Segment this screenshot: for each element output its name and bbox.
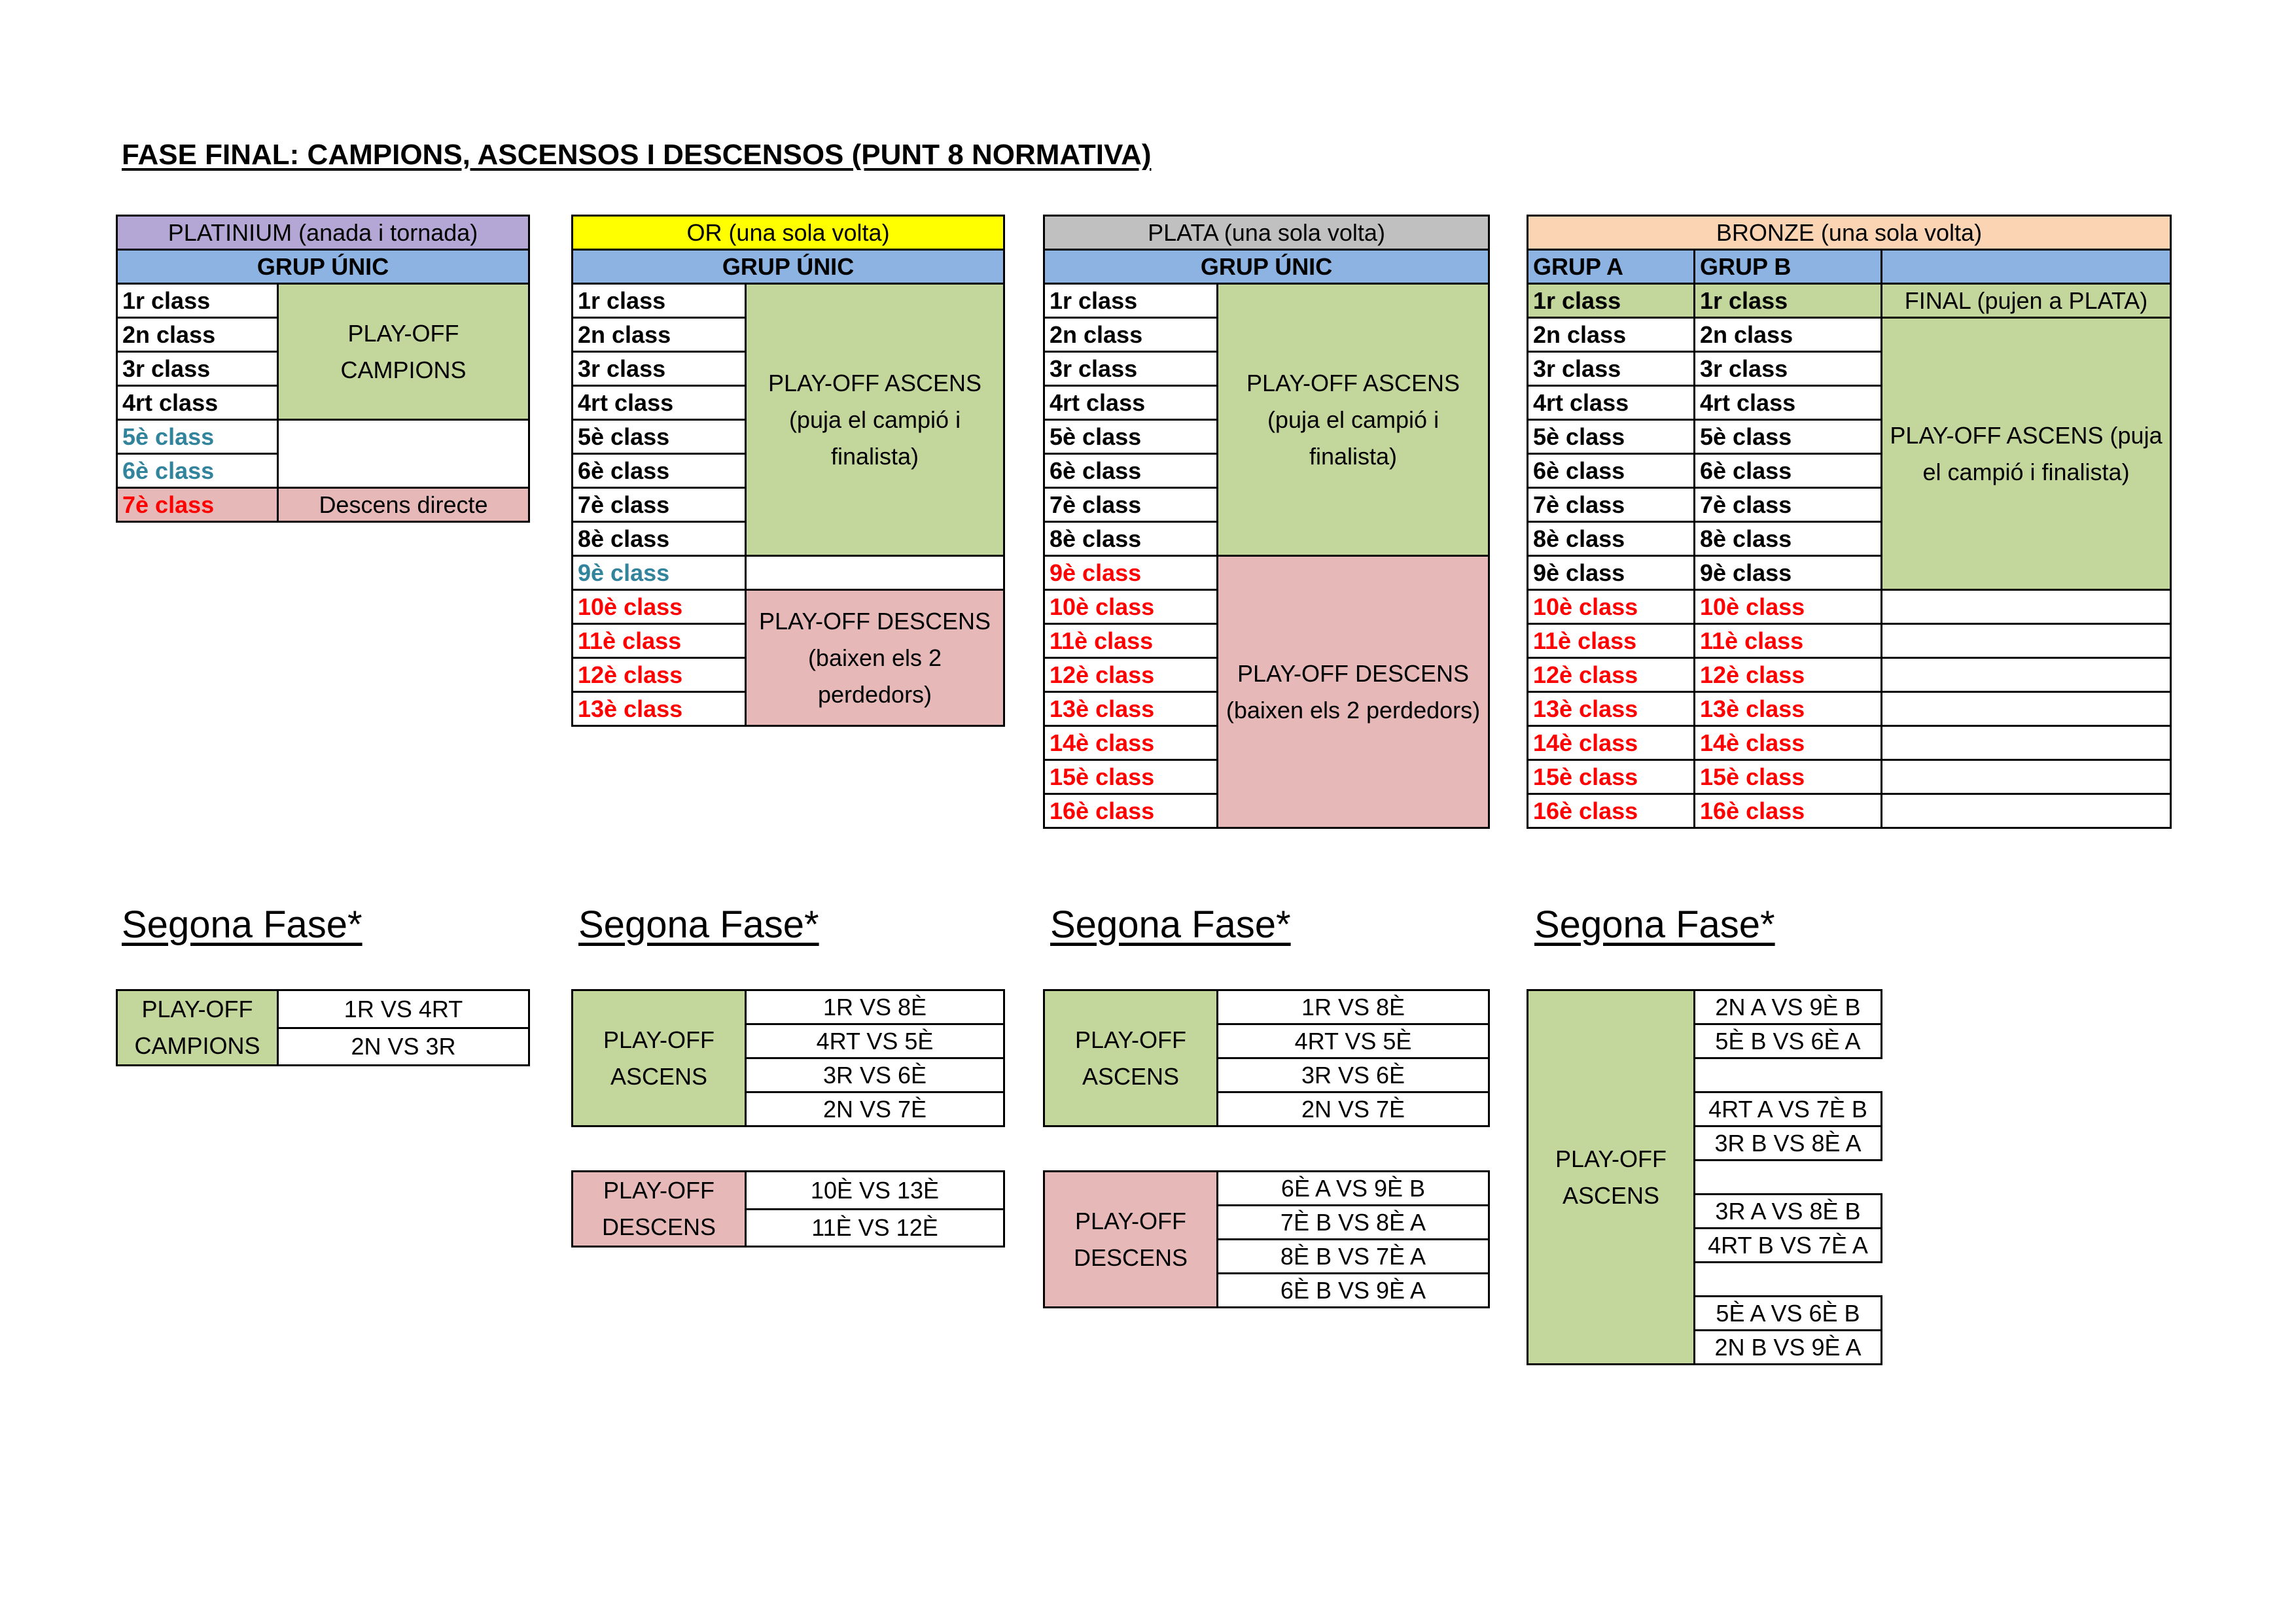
match-cell: 1R VS 8È [1218,990,1489,1024]
class-row: 6è class [117,454,278,488]
class-row-a: 3r class [1528,352,1695,386]
match-cell: 3R A VS 8È B [1695,1195,1882,1229]
class-row-b: 11è class [1695,624,1882,658]
class-row-a: 15è class [1528,760,1695,794]
match-cell: 3R VS 6È [746,1058,1004,1092]
plata-descens-cell: PLAY-OFF DESCENS (baixen els 2 perdedors) [1218,556,1489,828]
class-row-b: 2n class [1695,318,1882,352]
class-row: 6è class [1044,454,1218,488]
bronze-group-b: GRUP B [1695,250,1882,284]
class-row-b: 5è class [1695,420,1882,454]
or-table [571,215,1005,727]
plata-phase2-ascens-table [1043,989,1490,1127]
class-row-a: 9è class [1528,556,1695,590]
class-row-a: 14è class [1528,726,1695,760]
page-title: FASE FINAL: CAMPIONS, ASCENSOS I DESCENSOS (PUNT 8 NORMATIVA) [122,139,1152,171]
match-cell: 6È B VS 9È A [1218,1274,1489,1308]
class-row: 3r class [1044,352,1218,386]
match-cell: 8È B VS 7È A [1218,1240,1489,1274]
class-row: 8è class [1044,522,1218,556]
match-cell: 6È A VS 9È B [1218,1172,1489,1206]
class-row: 9è class [573,556,746,590]
class-row: 3r class [573,352,746,386]
spacer-cell [1695,1058,1882,1092]
empty-cell [1882,590,2171,624]
class-row: 2n class [1044,318,1218,352]
class-row: 16è class [1044,794,1218,828]
bronze-final-cell: FINAL (pujen a PLATA) [1882,284,2171,318]
class-row-a: 10è class [1528,590,1695,624]
class-row: 7è class [117,488,278,522]
class-row-a: 6è class [1528,454,1695,488]
segona-fase-heading: Segona Fase* [578,903,819,946]
class-row-a: 2n class [1528,318,1695,352]
match-cell: 7È B VS 8È A [1218,1206,1489,1240]
class-row-a: 12è class [1528,658,1695,692]
class-row-a: 11è class [1528,624,1695,658]
class-row-a: 8è class [1528,522,1695,556]
class-row: 6è class [573,454,746,488]
class-row-a: 5è class [1528,420,1695,454]
match-cell: 4RT A VS 7È B [1695,1092,1882,1126]
class-row: 4rt class [573,386,746,420]
class-row: 7è class [573,488,746,522]
match-cell: 1R VS 4RT [278,990,529,1028]
class-row: 5è class [1044,420,1218,454]
match-cell: 11È VS 12È [746,1209,1004,1247]
or-phase2-ascens-table [571,989,1005,1127]
match-cell: 2N VS 7È [1218,1092,1489,1126]
empty-cell [1882,726,2171,760]
class-row: 5è class [573,420,746,454]
match-cell: 1R VS 8È [746,990,1004,1024]
spacer-cell [1695,1161,1882,1195]
class-row-a: 4rt class [1528,386,1695,420]
match-cell: 5È A VS 6È B [1695,1297,1882,1331]
match-cell: 3R VS 6È [1218,1058,1489,1092]
class-row: 9è class [1044,556,1218,590]
plata-phase2-descens-table [1043,1170,1490,1308]
or-descens-cell: PLAY-OFF DESCENS (baixen els 2 perdedors) [746,590,1004,726]
bronze-table [1527,215,2172,829]
empty-cell [1882,250,2171,284]
platinium-phase2-table [116,989,530,1066]
match-cell: 4RT VS 5È [746,1024,1004,1058]
class-row: 12è class [1044,658,1218,692]
class-row-b: 8è class [1695,522,1882,556]
empty-cell [1882,760,2171,794]
or-ascens-cell: PLAY-OFF ASCENS (puja el campió i finalista) [746,284,1004,556]
class-row: 5è class [117,420,278,454]
class-row: 2n class [573,318,746,352]
class-row-b: 10è class [1695,590,1882,624]
platinium-header: PLATINIUM (anada i tornada) [117,216,529,250]
empty-cell [1882,692,2171,726]
class-row: 15è class [1044,760,1218,794]
class-row-b: 14è class [1695,726,1882,760]
class-row: 1r class [573,284,746,318]
class-row-a: 13è class [1528,692,1695,726]
segona-fase-heading: Segona Fase* [1050,903,1291,946]
phase2-label: PLAY-OFF CAMPIONS [117,990,278,1066]
platinium-descens-cell: Descens directe [278,488,529,522]
match-cell: 5È B VS 6È A [1695,1024,1882,1058]
segona-fase-heading: Segona Fase* [122,903,362,946]
class-row-a: 16è class [1528,794,1695,828]
bronze-ascens-cell: PLAY-OFF ASCENS (puja el campió i finalista) [1882,318,2171,590]
class-row: 13è class [573,692,746,726]
phase2-label: PLAY-OFF ASCENS [1528,990,1695,1365]
or-group: GRUP ÚNIC [573,250,1004,284]
class-row: 7è class [1044,488,1218,522]
class-row: 11è class [573,624,746,658]
platinium-table [116,215,530,523]
class-row: 1r class [1044,284,1218,318]
match-cell: 3R B VS 8È A [1695,1126,1882,1161]
phase2-label: PLAY-OFF ASCENS [573,990,746,1126]
empty-cell [1882,794,2171,828]
platinium-playoff-cell: PLAY-OFF CAMPIONS [278,284,529,420]
match-cell: 2N A VS 9È B [1695,990,1882,1024]
class-row: 3r class [117,352,278,386]
plata-ascens-cell: PLAY-OFF ASCENS (puja el campió i finalista) [1218,284,1489,556]
class-row: 14è class [1044,726,1218,760]
class-row-b: 7è class [1695,488,1882,522]
phase2-label: PLAY-OFF DESCENS [1044,1172,1218,1308]
bronze-group-a: GRUP A [1528,250,1695,284]
class-row: 8è class [573,522,746,556]
phase2-label: PLAY-OFF DESCENS [573,1172,746,1247]
or-header: OR (una sola volta) [573,216,1004,250]
empty-cell [746,556,1004,590]
class-row: 11è class [1044,624,1218,658]
class-row-a: 1r class [1528,284,1695,318]
class-row-b: 9è class [1695,556,1882,590]
class-row: 10è class [1044,590,1218,624]
match-cell: 10È VS 13È [746,1172,1004,1210]
class-row: 4rt class [117,386,278,420]
match-cell: 2N B VS 9È A [1695,1331,1882,1365]
class-row-b: 12è class [1695,658,1882,692]
class-row-b: 6è class [1695,454,1882,488]
match-cell: 2N VS 3R [278,1028,529,1066]
bronze-phase2-ascens-table [1527,989,1882,1365]
plata-header: PLATA (una sola volta) [1044,216,1489,250]
class-row-b: 16è class [1695,794,1882,828]
class-row-b: 15è class [1695,760,1882,794]
spacer-cell [1695,1263,1882,1297]
class-row: 2n class [117,318,278,352]
class-row: 12è class [573,658,746,692]
bronze-header: BRONZE (una sola volta) [1528,216,2171,250]
class-row-b: 1r class [1695,284,1882,318]
plata-table [1043,215,1490,829]
match-cell: 4RT VS 5È [1218,1024,1489,1058]
empty-cell [1882,658,2171,692]
class-row: 1r class [117,284,278,318]
empty-cell [278,420,529,488]
or-phase2-descens-table [571,1170,1005,1248]
plata-group: GRUP ÚNIC [1044,250,1489,284]
empty-cell [1882,624,2171,658]
class-row: 13è class [1044,692,1218,726]
class-row: 4rt class [1044,386,1218,420]
class-row-b: 13è class [1695,692,1882,726]
phase2-label: PLAY-OFF ASCENS [1044,990,1218,1126]
class-row-b: 3r class [1695,352,1882,386]
class-row-a: 7è class [1528,488,1695,522]
class-row: 10è class [573,590,746,624]
class-row-b: 4rt class [1695,386,1882,420]
segona-fase-heading: Segona Fase* [1534,903,1775,946]
platinium-group: GRUP ÚNIC [117,250,529,284]
match-cell: 4RT B VS 7È A [1695,1229,1882,1263]
match-cell: 2N VS 7È [746,1092,1004,1126]
